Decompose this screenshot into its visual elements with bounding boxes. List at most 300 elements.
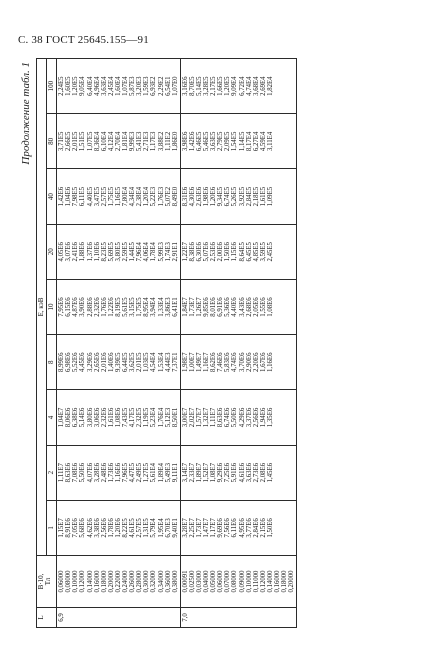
flux-value: 7,25E6 (224, 462, 232, 483)
b-value: 0,20000 (288, 570, 296, 593)
b-value: 0,02500 (188, 570, 196, 593)
table-body (57, 59, 297, 628)
flux-value: 1,09E5 (266, 186, 274, 207)
flux-value: 8,63E6 (65, 462, 73, 483)
b-value: 0,06000 (217, 570, 225, 593)
flux-value: 5,83E6 (224, 352, 232, 372)
flux-value: 6,40E4 (86, 76, 94, 96)
flux-value: 1,03E5 (143, 352, 151, 372)
flux-value: 5,99E3 (157, 242, 165, 262)
flux-value: 5,61E4 (150, 462, 158, 483)
flux-value: 1,73E6 (107, 462, 115, 483)
flux-value: 7,80E4 (122, 186, 130, 207)
flux-value: 6,91E6 (217, 297, 225, 317)
flux-value: 1,31E5 (143, 518, 151, 538)
flux-value: 3,47E5 (93, 186, 101, 207)
flux-value: 2,68E6 (245, 297, 253, 317)
flux-value: 5,50E6 (231, 407, 239, 428)
flux-value: 5,12E3 (164, 407, 172, 428)
flux-value: 1,37E6 (86, 242, 94, 262)
flux-value: 3,37E6 (245, 407, 253, 428)
flux-values-cell (57, 114, 181, 169)
flux-value: 9,34E5 (217, 186, 225, 207)
flux-value: 1,33E4 (157, 297, 165, 317)
energy-header: 8 (47, 335, 57, 390)
flux-value: 4,45E6 (79, 352, 87, 372)
flux-value: 1,67E6 (259, 352, 267, 372)
b-value: 0,16000 (274, 570, 281, 593)
flux-value: 2,01E5 (136, 352, 144, 372)
flux-value: 1,22E7 (181, 242, 189, 262)
flux-value: 2,48E6 (100, 462, 108, 483)
flux-value: 6,38E6 (72, 407, 80, 428)
flux-value: 1,95E4 (157, 518, 165, 538)
flux-value: 4,96E4 (93, 76, 101, 96)
flux-value: 2,15E6 (259, 518, 267, 538)
flux-value: 4,17E5 (129, 407, 137, 428)
flux-value: 1,89E7 (195, 462, 203, 483)
flux-value: 1,88E6 (79, 242, 87, 262)
flux-value: 1,11E7 (58, 463, 66, 483)
flux-value: 1,08E6 (114, 407, 122, 428)
flux-value: 3,07E6 (65, 242, 73, 262)
b-value: 0,16000 (93, 570, 101, 593)
flux-value: 8,64E5 (238, 242, 246, 262)
flux-value: 6,74E6 (224, 407, 232, 428)
flux-value: 2,01E5 (72, 131, 80, 152)
flux-value: 2,88E6 (86, 297, 94, 317)
flux-value: 8,70E5 (188, 76, 196, 96)
flux-value: 1,50E6 (266, 518, 274, 538)
flux-value: 8,23E5 (100, 242, 108, 262)
flux-value: 2,65E6 (93, 352, 101, 372)
flux-value: 8,63E6 (217, 407, 225, 428)
flux-value: 7,43E5 (122, 407, 130, 428)
flux-value: 2,79E5 (217, 131, 225, 152)
flux-value: 3,63E6 (245, 462, 253, 483)
flux-value: 1,42E6 (58, 186, 66, 207)
flux-value: 8,50E1 (171, 407, 179, 428)
flux-value: 2,38E4 (136, 186, 144, 207)
flux-value: 3,62E5 (129, 352, 137, 372)
flux-value: 2,17E5 (210, 76, 218, 96)
flux-value: 1,04E7 (58, 407, 66, 428)
b-value: 0,10000 (72, 570, 80, 593)
flux-value: 4,40E5 (86, 186, 94, 207)
flux-value: 1,78E6 (107, 518, 115, 538)
flux-value: 8,17E4 (245, 131, 253, 152)
flux-value: 2,32E6 (93, 297, 101, 317)
flux-value: 1,98E6 (203, 186, 211, 207)
flux-value: 8,01E6 (210, 297, 218, 317)
b-value: 0,05000 (210, 570, 218, 593)
b-value: 0,22000 (114, 570, 122, 593)
flux-value: 9,39E5 (114, 352, 122, 372)
flux-value: 9,09E4 (231, 76, 239, 96)
flux-value: 3,98E6 (181, 131, 189, 152)
flux-value: 4,85E5 (252, 242, 260, 262)
flux-value: 4,59E4 (259, 131, 267, 152)
flux-value: 4,07E6 (86, 462, 94, 483)
flux-value: 1,74E3 (164, 242, 172, 262)
flux-value: 4,74E6 (231, 352, 239, 372)
flux-value: 2,57E5 (136, 518, 144, 538)
flux-value: 1,54E5 (231, 131, 239, 152)
b-values-cell (57, 556, 181, 608)
flux-value: 8,62E6 (210, 352, 218, 372)
flux-value: 3,14E7 (181, 462, 189, 483)
flux-value: 2,73E6 (252, 462, 260, 483)
flux-value: 8,38E6 (188, 242, 196, 262)
flux-value: 1,20E5 (72, 76, 80, 96)
flux-value: 1,73E7 (195, 518, 203, 538)
b-value: 0,00091 (181, 570, 189, 593)
flux-value: 1,16E6 (114, 462, 122, 483)
data-table (36, 58, 297, 628)
flux-value: 5,68E6 (79, 518, 87, 538)
flux-value: 1,45E6 (266, 462, 274, 483)
flux-value: 4,54E4 (150, 352, 158, 372)
b-value: 0,09000 (238, 570, 246, 593)
flux-value: 1,20E6 (210, 186, 218, 207)
flux-value: 1,20E6 (114, 518, 122, 538)
flux-value: 2,49E5 (136, 462, 144, 483)
flux-value: 1,22E6 (107, 297, 115, 317)
flux-value: 5,26E5 (231, 186, 239, 207)
b-value: 0,06000 (58, 570, 66, 593)
flux-value: 6,54E1 (164, 76, 172, 96)
flux-value: 6,11E5 (79, 186, 87, 207)
flux-value: 6,27E4 (252, 131, 260, 152)
flux-value: 4,44E3 (164, 352, 172, 372)
flux-value: 4,05E6 (58, 242, 66, 262)
flux-value: 1,50E6 (224, 242, 232, 262)
flux-value: 9,40E1 (171, 518, 179, 538)
energy-header: 1 (47, 500, 57, 555)
flux-value: 1,08E7 (210, 462, 218, 483)
flux-value: 6,44E5 (122, 352, 130, 372)
flux-value: 4,40E6 (231, 297, 239, 317)
flux-value: 6,10E4 (100, 131, 108, 152)
flux-value: 1,40E6 (107, 352, 115, 372)
energy-header: 2 (47, 445, 57, 500)
b-value: 0,24000 (122, 570, 130, 593)
flux-value: 1,52E7 (203, 462, 211, 483)
flux-value: 2,32E5 (136, 407, 144, 428)
flux-value: 4,29E6 (238, 407, 246, 428)
flux-value: 2,00E6 (217, 242, 225, 262)
flux-value: 9,05E4 (79, 76, 87, 96)
flux-value: 5,14E6 (79, 407, 87, 428)
flux-value: 5,07E2 (164, 186, 172, 207)
flux-value: 8,06E6 (65, 407, 73, 428)
flux-value: 5,49E3 (164, 462, 172, 483)
flux-value: 1,75E5 (136, 297, 144, 317)
flux-value: 1,15E6 (231, 242, 239, 262)
flux-value: 1,75E5 (107, 186, 115, 207)
flux-value: 1,76E4 (157, 407, 165, 428)
flux-value: 2,08E6 (259, 462, 267, 483)
b-value: 0,14000 (266, 570, 274, 593)
flux-value: 1,61E5 (259, 186, 267, 207)
flux-value: 8,49E0 (171, 186, 179, 207)
table-row (180, 59, 297, 628)
flux-value: 1,07E5 (86, 131, 94, 152)
flux-value: 2,41E6 (72, 242, 80, 262)
flux-value: 1,00E7 (188, 352, 196, 372)
b-value: 0,20000 (107, 570, 115, 593)
flux-value: 4,47E5 (129, 462, 137, 483)
flux-value: 6,98E6 (65, 352, 73, 372)
flux-value: 2,32E6 (100, 407, 108, 428)
flux-value: 5,36E6 (224, 297, 232, 317)
flux-value: 4,61E6 (238, 462, 246, 483)
table-row (57, 59, 181, 628)
flux-value: 3,63E4 (100, 76, 108, 96)
flux-values-cell (180, 169, 297, 224)
flux-value: 4,30E6 (188, 186, 196, 207)
flux-value: 1,35E6 (266, 407, 274, 428)
flux-value: 3,77E6 (245, 518, 253, 538)
flux-value: 7,96E5 (122, 462, 130, 483)
b-value: 0,36000 (164, 570, 172, 593)
flux-value: 1,17E3 (150, 131, 158, 152)
flux-value: 1,20E4 (143, 186, 151, 207)
b-value: 0,32000 (150, 570, 158, 593)
b-value: 0,08000 (231, 570, 239, 593)
flux-value: 2,24E5 (58, 76, 66, 96)
flux-value: 4,74E4 (245, 76, 253, 96)
flux-value: 2,90E6 (245, 352, 253, 372)
page-header: С. 38 ГОСТ 25645.155—91 (18, 34, 149, 46)
flux-value: 7,98E5 (72, 186, 80, 207)
flux-value: 1,94E6 (259, 407, 267, 428)
flux-value: 7,96E4 (136, 242, 144, 262)
flux-value: 3,70E6 (238, 352, 246, 372)
flux-value: 1,15E7 (58, 518, 66, 538)
b-value: 0,07000 (224, 570, 232, 593)
flux-value: 7,95E6 (58, 297, 66, 317)
flux-value: 8,95E4 (143, 297, 151, 317)
flux-value: 1,89E4 (157, 462, 165, 483)
flux-value: 1,76E3 (157, 186, 165, 207)
flux-value: 2,45E5 (266, 242, 274, 262)
flux-value: 3,59E5 (259, 242, 267, 262)
flux-values-cell (180, 114, 297, 169)
flux-value: 5,46E5 (203, 131, 211, 152)
flux-value: 1,78E4 (150, 242, 158, 262)
flux-value: 5,41E3 (136, 131, 144, 152)
flux-value: 5,61E5 (122, 297, 130, 317)
flux-value: 6,45E5 (245, 242, 253, 262)
b-value: 0,30000 (143, 570, 151, 593)
flux-value: 1,19E5 (143, 407, 151, 428)
flux-value: 1,32E7 (203, 407, 211, 428)
energy-header: 80 (47, 114, 57, 169)
flux-values-cell (57, 169, 181, 224)
flux-value: 2,63E6 (195, 186, 203, 207)
flux-value: 2,53E6 (210, 242, 218, 262)
header-energy: E, кэВ (37, 59, 47, 556)
flux-value: 3,88E2 (157, 131, 165, 152)
b-value: 0,34000 (157, 570, 165, 593)
flux-value: 3,71E5 (58, 131, 66, 152)
flux-value: 3,94E4 (150, 297, 158, 317)
b-value: 0,26000 (129, 570, 137, 593)
flux-value: 6,70E3 (164, 518, 172, 538)
flux-value: 1,11E7 (210, 407, 218, 428)
flux-value: 6,11E6 (231, 518, 239, 538)
flux-value: 3,80E6 (86, 407, 94, 428)
flux-value: 1,82E4 (266, 76, 274, 96)
flux-value: 6,46E5 (195, 131, 203, 152)
flux-value: 1,66E5 (217, 76, 225, 96)
flux-value: 2,59E5 (122, 242, 130, 262)
b-value: 0,04000 (203, 570, 211, 593)
flux-value: 2,56E6 (100, 518, 108, 538)
flux-value: 8,19E5 (114, 297, 122, 317)
b-value: 0,03000 (195, 570, 203, 593)
flux-value: 2,33E7 (188, 462, 196, 483)
flux-value: 5,52E6 (72, 352, 80, 372)
rotated-table-area (18, 58, 410, 628)
flux-value: 4,87E6 (72, 297, 80, 317)
flux-values-cell (57, 224, 181, 279)
flux-value: 4,06E4 (143, 242, 151, 262)
continuation-caption: Продолжение табл. 1 (20, 62, 32, 165)
flux-value: 1,51E5 (79, 131, 87, 152)
header-l: L (37, 608, 57, 628)
flux-value: 6,41E1 (171, 297, 179, 317)
flux-values-cell (57, 500, 181, 555)
flux-value: 4,61E5 (129, 518, 137, 538)
flux-value: 1,17E7 (210, 518, 218, 538)
flux-value: 6,30E6 (195, 242, 203, 262)
flux-values-cell (57, 335, 181, 390)
flux-values-cell (57, 59, 181, 114)
flux-value: 1,10E6 (93, 242, 101, 262)
flux-value: 3,38E6 (93, 518, 101, 538)
flux-value: 4,12E4 (107, 131, 115, 152)
flux-value: 1,81E4 (122, 131, 130, 152)
flux-value: 2,02E7 (188, 407, 196, 428)
header-b: B·10, Тл (37, 556, 57, 608)
flux-value: 1,04E6 (65, 186, 73, 207)
flux-value: 5,79E4 (150, 518, 158, 538)
flux-value: 1,44E5 (129, 242, 137, 262)
flux-value: 5,23E4 (150, 407, 158, 428)
flux-value: 9,11E1 (171, 463, 179, 483)
flux-value: 1,73E7 (188, 297, 196, 317)
flux-value: 1,61E6 (107, 407, 115, 428)
flux-value: 1,16E7 (203, 352, 211, 372)
flux-value: 6,93E2 (150, 76, 158, 96)
flux-value: 3,28E5 (203, 76, 211, 96)
flux-values-cell (180, 335, 297, 390)
flux-values-cell (180, 279, 297, 334)
flux-value: 3,63E5 (210, 131, 218, 152)
flux-values-cell (180, 500, 297, 555)
flux-value: 1,84E7 (181, 297, 189, 317)
flux-value: 4,95E6 (238, 518, 246, 538)
flux-value: 8,36E4 (93, 131, 101, 152)
flux-value: 9,69E6 (217, 518, 225, 538)
flux-value: 5,87E3 (129, 76, 137, 96)
b-value: 0,38000 (171, 570, 179, 593)
flux-value: 3,29E6 (86, 352, 94, 372)
flux-value: 7,05E6 (72, 518, 80, 538)
flux-value: 9,29E6 (217, 462, 225, 483)
flux-value: 1,07E0 (171, 76, 179, 96)
flux-value: 1,07E4 (122, 76, 130, 96)
b-value: 0,14000 (86, 570, 94, 593)
flux-value: 4,34E4 (129, 186, 137, 207)
flux-value: 3,28E7 (181, 518, 189, 538)
flux-value: 5,22E3 (150, 186, 158, 207)
flux-value: 1,98E7 (181, 352, 189, 372)
l-value-cell: 6,9 (57, 608, 181, 628)
flux-value: 7,08E6 (72, 462, 80, 483)
flux-value: 2,71E3 (143, 131, 151, 152)
energy-header: 20 (47, 224, 57, 279)
flux-value: 1,49E7 (195, 352, 203, 372)
flux-value: 1,14E5 (238, 131, 246, 152)
energy-header: 4 (47, 390, 57, 445)
flux-value: 1,60E4 (114, 76, 122, 96)
flux-value: 2,01E6 (100, 352, 108, 372)
flux-value: 4,62E6 (86, 518, 94, 538)
b-value: 0,12000 (79, 570, 87, 593)
flux-value: 3,28E6 (93, 462, 101, 483)
flux-values-cell (57, 445, 181, 500)
flux-value: 8,99E6 (58, 352, 66, 372)
flux-value: 2,29E2 (157, 76, 165, 96)
flux-value: 7,46E6 (217, 352, 225, 372)
b-value: 0,11000 (252, 570, 260, 593)
flux-value: 1,57E7 (195, 407, 203, 428)
flux-value: 2,66E5 (65, 131, 73, 152)
flux-value: 1,60E5 (65, 76, 73, 96)
b-value: 0,10000 (245, 570, 253, 593)
flux-values-cell (180, 390, 297, 445)
flux-value: 3,80E5 (114, 242, 122, 262)
b-values-cell (180, 556, 297, 608)
flux-value: 1,42E6 (188, 131, 196, 152)
flux-value: 8,91E6 (65, 518, 73, 538)
flux-value: 8,22E5 (122, 518, 130, 538)
flux-value: 3,20E3 (136, 76, 144, 96)
flux-value: 2,91E1 (171, 242, 179, 262)
flux-value: 3,86E3 (164, 297, 172, 317)
flux-value: 7,37E1 (171, 352, 179, 372)
energy-header: 100 (47, 59, 57, 114)
flux-value: 5,69E5 (107, 242, 115, 262)
flux-values-cell (57, 279, 181, 334)
b-value: 0,18000 (281, 570, 289, 593)
flux-values-cell (180, 224, 297, 279)
flux-value: 2,84E5 (245, 186, 253, 207)
flux-value: 3,11E4 (266, 131, 274, 151)
flux-value: 3,15E5 (129, 297, 137, 317)
flux-value: 1,16E6 (266, 352, 274, 372)
flux-value: 2,56E6 (252, 407, 260, 428)
flux-value: 3,43E6 (238, 297, 246, 317)
flux-value: 5,07E6 (203, 242, 211, 262)
flux-value: 2,57E5 (100, 186, 108, 207)
flux-value: 1,27E5 (143, 462, 151, 483)
flux-value: 3,16E6 (181, 76, 189, 96)
flux-value: 2,09E5 (224, 131, 232, 152)
